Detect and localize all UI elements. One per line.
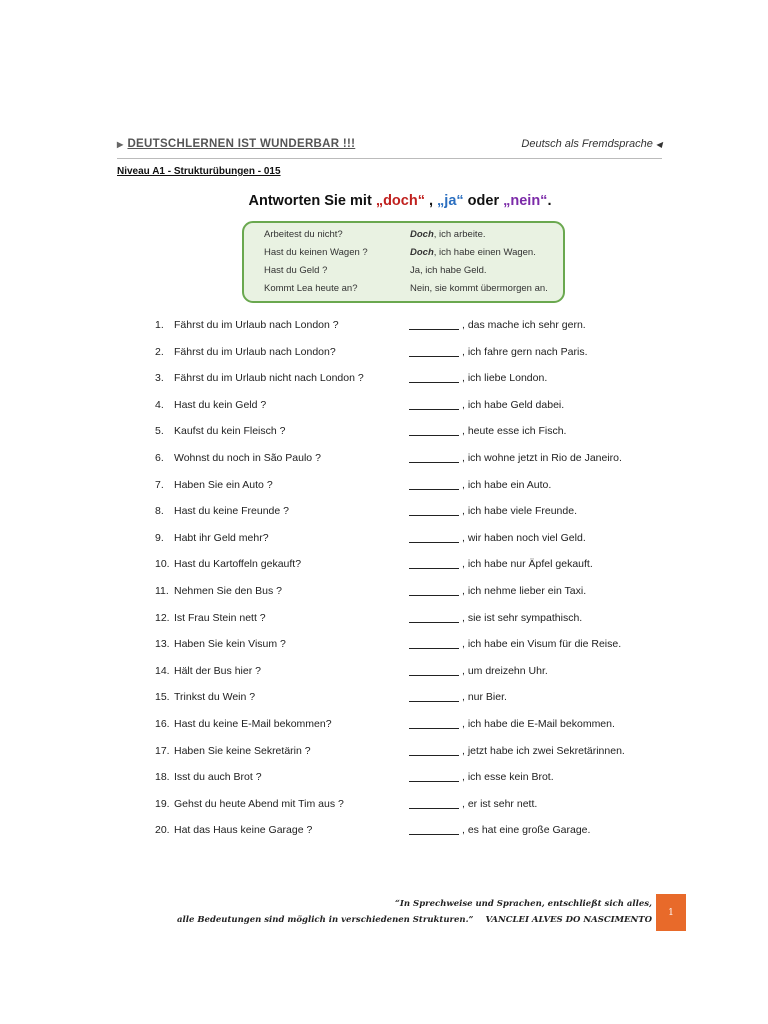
example-question: Hast du Geld ? [264, 265, 328, 276]
answer-blank [409, 781, 459, 782]
exercise-answer: , es hat eine große Garage. [462, 824, 591, 836]
niveau-label: Niveau A1 - Strukturübungen - 015 [117, 166, 281, 177]
example-question: Arbeitest du nicht? [264, 229, 343, 240]
exercise-question: Ist Frau Stein nett ? [174, 612, 266, 624]
exercise-number: 18. [155, 771, 170, 783]
exercise-answer: , ich habe viele Freunde. [462, 505, 577, 517]
exercise-answer: , sie ist sehr sympathisch. [462, 612, 583, 624]
exercise-answer: , jetzt habe ich zwei Sekretärinnen. [462, 745, 625, 757]
answer-blank [409, 435, 459, 436]
header-left-title [117, 138, 355, 150]
header-right-text: Deutsch als Fremdsprache [521, 138, 653, 150]
exercise-number: 20. [155, 824, 170, 836]
exercise-answer: , ich esse kein Brot. [462, 771, 554, 783]
exercise-question: Wohnst du noch in São Paulo ? [174, 452, 321, 464]
exercise-number: 15. [155, 691, 170, 703]
title-sep2: oder [463, 193, 504, 209]
answer-blank [409, 568, 459, 569]
exercise-number: 17. [155, 745, 170, 757]
exercise-question: Haben Sie ein Auto ? [174, 479, 273, 491]
answer-blank [409, 595, 459, 596]
example-answer: Doch, ich habe einen Wagen. [410, 247, 536, 258]
exercise-number: 2. [155, 346, 164, 358]
exercise-number: 3. [155, 372, 164, 384]
footer-author: VANCLEI ALVES DO NASCIMENTO [485, 915, 652, 925]
exercise-number: 7. [155, 479, 164, 491]
answer-blank [409, 515, 459, 516]
exercise-answer: , wir haben noch viel Geld. [462, 532, 586, 544]
answer-blank [409, 808, 459, 809]
answer-blank [409, 356, 459, 357]
example-answer: Ja, ich habe Geld. [410, 265, 487, 276]
title-prefix: Antworten Sie mit [248, 193, 376, 209]
exercise-answer: , das mache ich sehr gern. [462, 319, 586, 331]
answer-blank [409, 409, 459, 410]
exercise-number: 8. [155, 505, 164, 517]
exercise-question: Trinkst du Wein ? [174, 691, 256, 703]
exercise-number: 9. [155, 532, 164, 544]
exercise-question: Haben Sie kein Visum ? [174, 638, 286, 650]
exercise-number: 14. [155, 665, 170, 677]
title-sep1: , [424, 193, 438, 209]
exercise-number: 16. [155, 718, 170, 730]
header-right-title [521, 138, 662, 150]
example-box [242, 221, 565, 303]
exercise-answer: , ich habe ein Visum für die Reise. [462, 638, 622, 650]
exercise-answer: , ich fahre gern nach Paris. [462, 346, 588, 358]
exercise-question: Hast du Kartoffeln gekauft? [174, 558, 302, 570]
title-nein: „nein“ [503, 193, 548, 209]
exercise-question: Haben Sie keine Sekretärin ? [174, 745, 311, 757]
exercise-answer: , ich habe die E-Mail bekommen. [462, 718, 615, 730]
footer-quote-line1: “In Sprechweise und Sprachen, entschließt sich alles, [395, 899, 652, 909]
exercise-question: Fährst du im Urlaub nach London? [174, 346, 336, 358]
footer-quote-text: alle Bedeutungen sind möglich in verschiedenen Strukturen.” [177, 915, 474, 925]
exercise-question: Hast du kein Geld ? [174, 399, 267, 411]
exercise-question: Hast du keine Freunde ? [174, 505, 289, 517]
answer-blank [409, 834, 459, 835]
exercise-number: 19. [155, 798, 170, 810]
exercise-answer: , er ist sehr nett. [462, 798, 538, 810]
answer-blank [409, 382, 459, 383]
exercise-answer: , ich wohne jetzt in Rio de Janeiro. [462, 452, 622, 464]
example-answer: Doch, ich arbeite. [410, 229, 486, 240]
title-ja: „ja“ [437, 193, 464, 209]
exercise-question: Hast du keine E-Mail bekommen? [174, 718, 332, 730]
example-question: Kommt Lea heute an? [264, 283, 358, 294]
exercise-answer: , um dreizehn Uhr. [462, 665, 548, 677]
exercise-question: Fährst du im Urlaub nach London ? [174, 319, 339, 331]
exercise-question: Habt ihr Geld mehr? [174, 532, 269, 544]
instruction-title [0, 193, 768, 209]
answer-blank [409, 675, 459, 676]
exercise-answer: , nur Bier. [462, 691, 507, 703]
exercise-number: 6. [155, 452, 164, 464]
exercise-question: Kaufst du kein Fleisch ? [174, 425, 286, 437]
triangle-right-icon: ▶ [117, 140, 124, 149]
answer-blank [409, 701, 459, 702]
answer-blank [409, 622, 459, 623]
exercise-answer: , ich nehme lieber ein Taxi. [462, 585, 587, 597]
exercise-question: Isst du auch Brot ? [174, 771, 262, 783]
exercise-answer: , ich liebe London. [462, 372, 548, 384]
exercise-answer: , ich habe Geld dabei. [462, 399, 565, 411]
exercise-number: 11. [155, 585, 169, 597]
title-doch: „doch“ [375, 193, 425, 209]
answer-blank [409, 329, 459, 330]
answer-blank [409, 648, 459, 649]
exercise-number: 10. [155, 558, 170, 570]
header-divider [117, 158, 662, 159]
answer-blank [409, 542, 459, 543]
exercise-question: Gehst du heute Abend mit Tim aus ? [174, 798, 344, 810]
exercise-question: Hält der Bus hier ? [174, 665, 261, 677]
footer-quote-line2 [132, 912, 652, 928]
example-answer: Nein, sie kommt übermorgen an. [410, 283, 548, 294]
example-question: Hast du keinen Wagen ? [264, 247, 368, 258]
exercise-answer: , ich habe ein Auto. [462, 479, 552, 491]
exercise-question: Hat das Haus keine Garage ? [174, 824, 313, 836]
exercise-question: Nehmen Sie den Bus ? [174, 585, 282, 597]
page-number-badge: 1 [656, 894, 686, 931]
answer-blank [409, 755, 459, 756]
header-left-text: DEUTSCHLERNEN IST WUNDERBAR !!! [127, 138, 356, 150]
exercise-number: 5. [155, 425, 164, 437]
exercise-number: 12. [155, 612, 170, 624]
answer-blank [409, 728, 459, 729]
exercise-number: 1. [155, 319, 164, 331]
triangle-left-icon: ◀ [655, 140, 662, 149]
exercise-number: 13. [155, 638, 170, 650]
title-suffix: . [547, 193, 552, 209]
exercise-question: Fährst du im Urlaub nicht nach London ? [174, 372, 364, 384]
exercise-answer: , ich habe nur Äpfel gekauft. [462, 558, 593, 570]
exercise-number: 4. [155, 399, 164, 411]
answer-blank [409, 489, 459, 490]
answer-blank [409, 462, 459, 463]
exercise-answer: , heute esse ich Fisch. [462, 425, 567, 437]
